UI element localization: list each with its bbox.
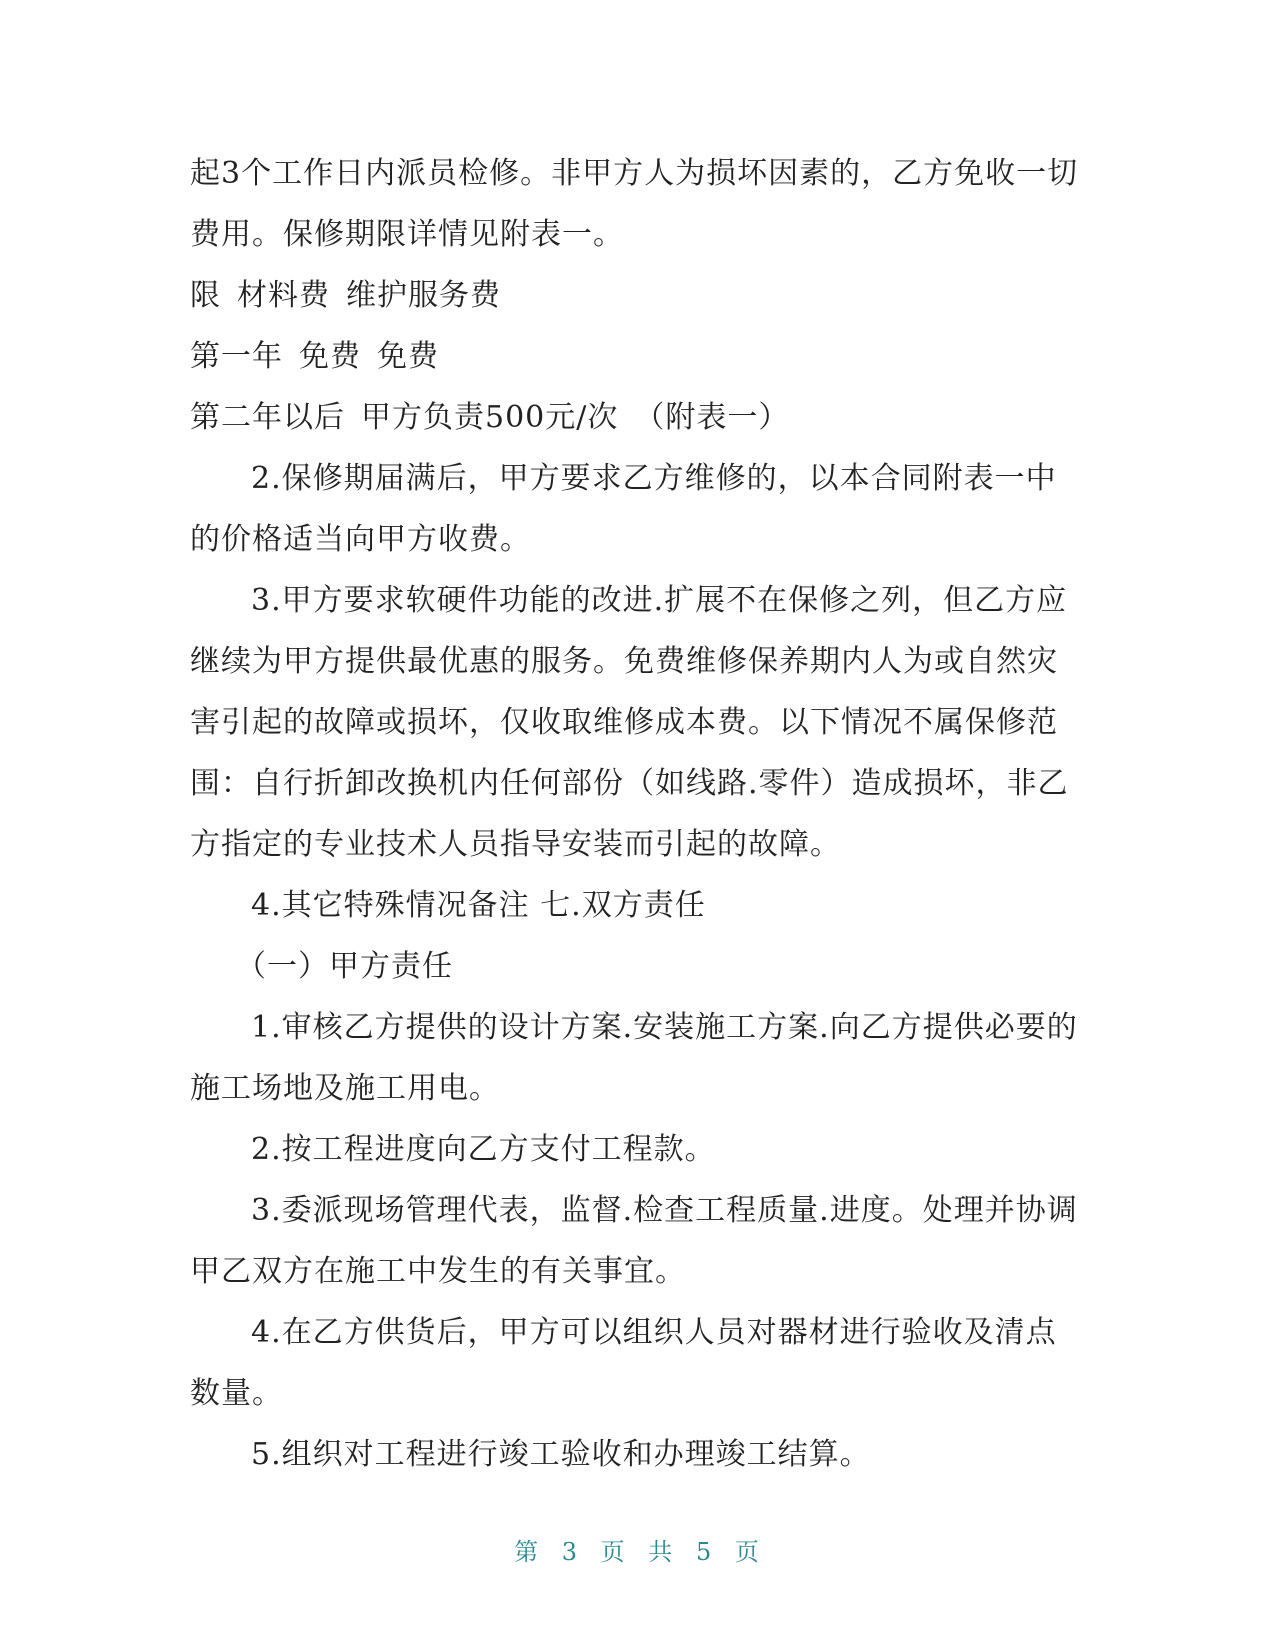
paragraph-party-a-5: 5.组织对工程进行竣工验收和办理竣工结算。 [251, 1437, 871, 1472]
fee-table-row-after-second-year [190, 387, 1085, 448]
paragraph-item-4: 4.其它特殊情况备注 七.双方责任 [251, 888, 706, 923]
fee-cell: 限 [190, 278, 221, 313]
fee-cell: 材料费 [237, 278, 330, 313]
paragraph-party-a-3: 3.委派现场管理代表，监督.检查工程质量.进度。处理并协调甲乙双方在施工中发生的有关事宜。 [190, 1193, 1078, 1289]
fee-cell: 免费 [299, 339, 361, 374]
fee-cell: 甲方负责500元/次 [361, 400, 619, 435]
paragraph-item-2: 2.保修期届满后，甲方要求乙方维修的，以本合同附表一中的价格适当向甲方收费。 [190, 461, 1057, 557]
fee-cell: 第一年 [190, 339, 283, 374]
paragraph-warranty-intro: 起3个工作日内派员检修。非甲方人为损坏因素的，乙方免收一切费用。保修期限详情见附表一。 [190, 156, 1079, 252]
document-body [190, 143, 1085, 1485]
paragraph-party-a-4: 4.在乙方供货后，甲方可以组织人员对器材进行验收及清点数量。 [190, 1315, 1057, 1411]
page-number-footer: 第 3 页 共 5 页 [514, 1538, 761, 1566]
paragraph-item-3: 3.甲方要求软硬件功能的改进.扩展不在保修之列，但乙方应继续为甲方提供最优惠的服务。免费维修保养期内人为或自然灾害引起的故障或损坏，仅收取维修成本费。以下情况不属保修范围：自行折卸改换机内任何部份（如线路.零件）造成损坏，非乙方指定的专业技术人员指导安装而引起的故障。 [190, 583, 1069, 862]
paragraph-party-a-1: 1.审核乙方提供的设计方案.安装施工方案.向乙方提供必要的施工场地及施工用电。 [190, 1010, 1078, 1106]
fee-cell: （附表一） [634, 400, 790, 435]
fee-table-header-row [190, 265, 1085, 326]
fee-table-row-first-year [190, 326, 1085, 387]
fee-cell: 维护服务费 [346, 278, 501, 313]
fee-cell: 免费 [377, 339, 439, 374]
fee-cell: 第二年以后 [190, 400, 345, 435]
section-heading-party-a: （一）甲方责任 [236, 949, 453, 984]
paragraph-party-a-2: 2.按工程进度向乙方支付工程款。 [251, 1132, 716, 1167]
